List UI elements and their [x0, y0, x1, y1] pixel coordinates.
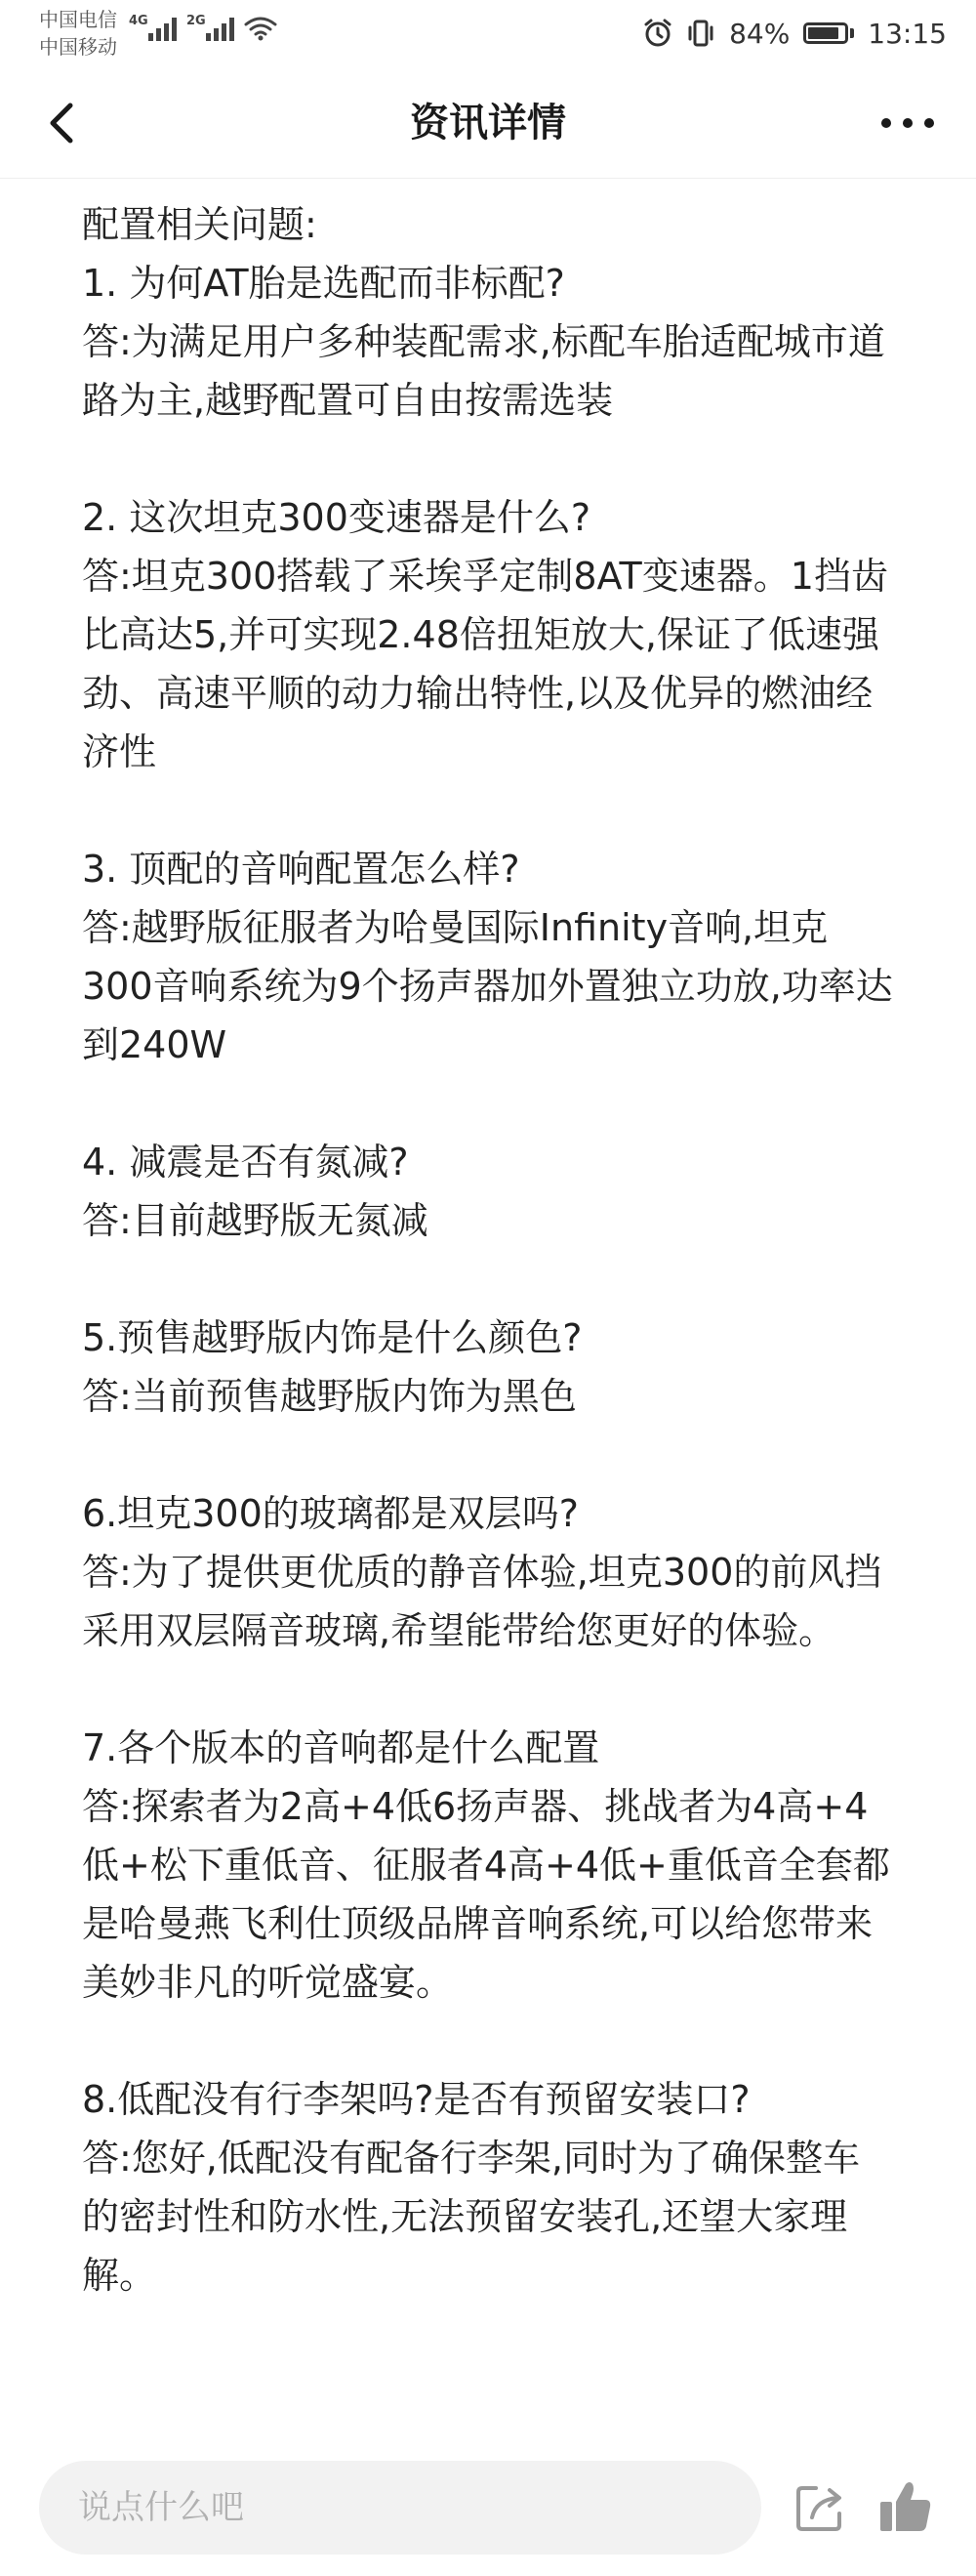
bottom-bar	[0, 2439, 976, 2576]
alarm-icon	[643, 19, 672, 48]
signal-indicators	[129, 16, 277, 41]
answer: 答:坦克300搭载了采埃孚定制8AT变速器。1挡齿比高达5,并可实现2.48倍扭矩放大,保证了低速强劲、高速平顺的动力输出特性,以及优异的燃油经济性	[82, 555, 888, 773]
network-type-1: 4G	[129, 14, 148, 28]
article-heading: 配置相关问题:	[82, 203, 317, 246]
qa-item-1	[82, 254, 894, 430]
battery-fill	[808, 27, 837, 39]
network-type-2: 2G	[186, 14, 206, 28]
vibrate-icon	[686, 19, 715, 48]
question: 1. 为何AT胎是选配而非标配?	[82, 262, 565, 305]
status-bar	[0, 0, 976, 68]
carrier-names	[39, 6, 117, 61]
carrier-2: 中国移动	[39, 35, 117, 59]
thumbs-up-icon[interactable]	[874, 2476, 937, 2539]
qa-item-4	[82, 1133, 894, 1250]
carrier-1: 中国电信	[39, 8, 117, 31]
signal-2-icon	[186, 16, 234, 41]
nav-bar	[0, 68, 976, 179]
qa-item-6	[82, 1484, 894, 1660]
qa-item-5	[82, 1309, 894, 1426]
answer: 答:探索者为2高+4低6扬声器、挑战者为4高+4低+松下重低音、征服者4高+4低+重低音全套都是哈曼燕飞利仕顶级品牌音响系统,可以给您带来美妙非凡的听觉盛宴。	[82, 1785, 890, 2004]
page-title: 资讯详情	[410, 101, 566, 145]
question: 3. 顶配的音响配置怎么样?	[82, 848, 520, 891]
question: 8.低配没有行李架吗?是否有预留安装口?	[82, 2078, 751, 2121]
answer: 答:为满足用户多种装配需求,标配车胎适配城市道路为主,越野配置可自由按需选装	[82, 320, 885, 422]
answer: 答:越野版征服者为哈曼国际Infinity音响,坦克300音响系统为9个扬声器加外置独立功放,功率达到240W	[82, 906, 893, 1066]
answer: 答:当前预售越野版内饰为黑色	[82, 1375, 577, 1418]
signal-1-icon	[129, 16, 177, 41]
question: 5.预售越野版内饰是什么颜色?	[82, 1316, 583, 1359]
answer: 答:为了提供更优质的静音体验,坦克300的前风挡采用双层隔音玻璃,希望能带给您更好的体验。	[82, 1551, 882, 1652]
battery-icon	[803, 22, 854, 44]
status-right	[643, 14, 947, 53]
question: 4. 减震是否有氮减?	[82, 1141, 409, 1184]
qa-item-8	[82, 2070, 894, 2305]
share-icon[interactable]	[791, 2478, 849, 2537]
question: 6.坦克300的玻璃都是双层吗?	[82, 1492, 579, 1535]
more-dots-icon[interactable]	[878, 113, 937, 133]
battery-percent: 84%	[729, 17, 791, 50]
qa-item-2	[82, 488, 894, 781]
comment-input[interactable]	[39, 2461, 761, 2555]
qa-item-3	[82, 840, 894, 1074]
wifi-icon	[244, 16, 277, 41]
question: 7.各个版本的音响都是什么配置	[82, 1726, 600, 1769]
question: 2. 这次坦克300变速器是什么?	[82, 496, 591, 539]
qa-item-7	[82, 1719, 894, 2012]
answer: 答:目前越野版无氮减	[82, 1199, 428, 1242]
answer: 答:您好,低配没有配备行李架,同时为了确保整车的密封性和防水性,无法预留安装孔,还望大家理解。	[82, 2137, 860, 2297]
status-time: 13:15	[868, 17, 947, 50]
article-content	[82, 195, 894, 2305]
